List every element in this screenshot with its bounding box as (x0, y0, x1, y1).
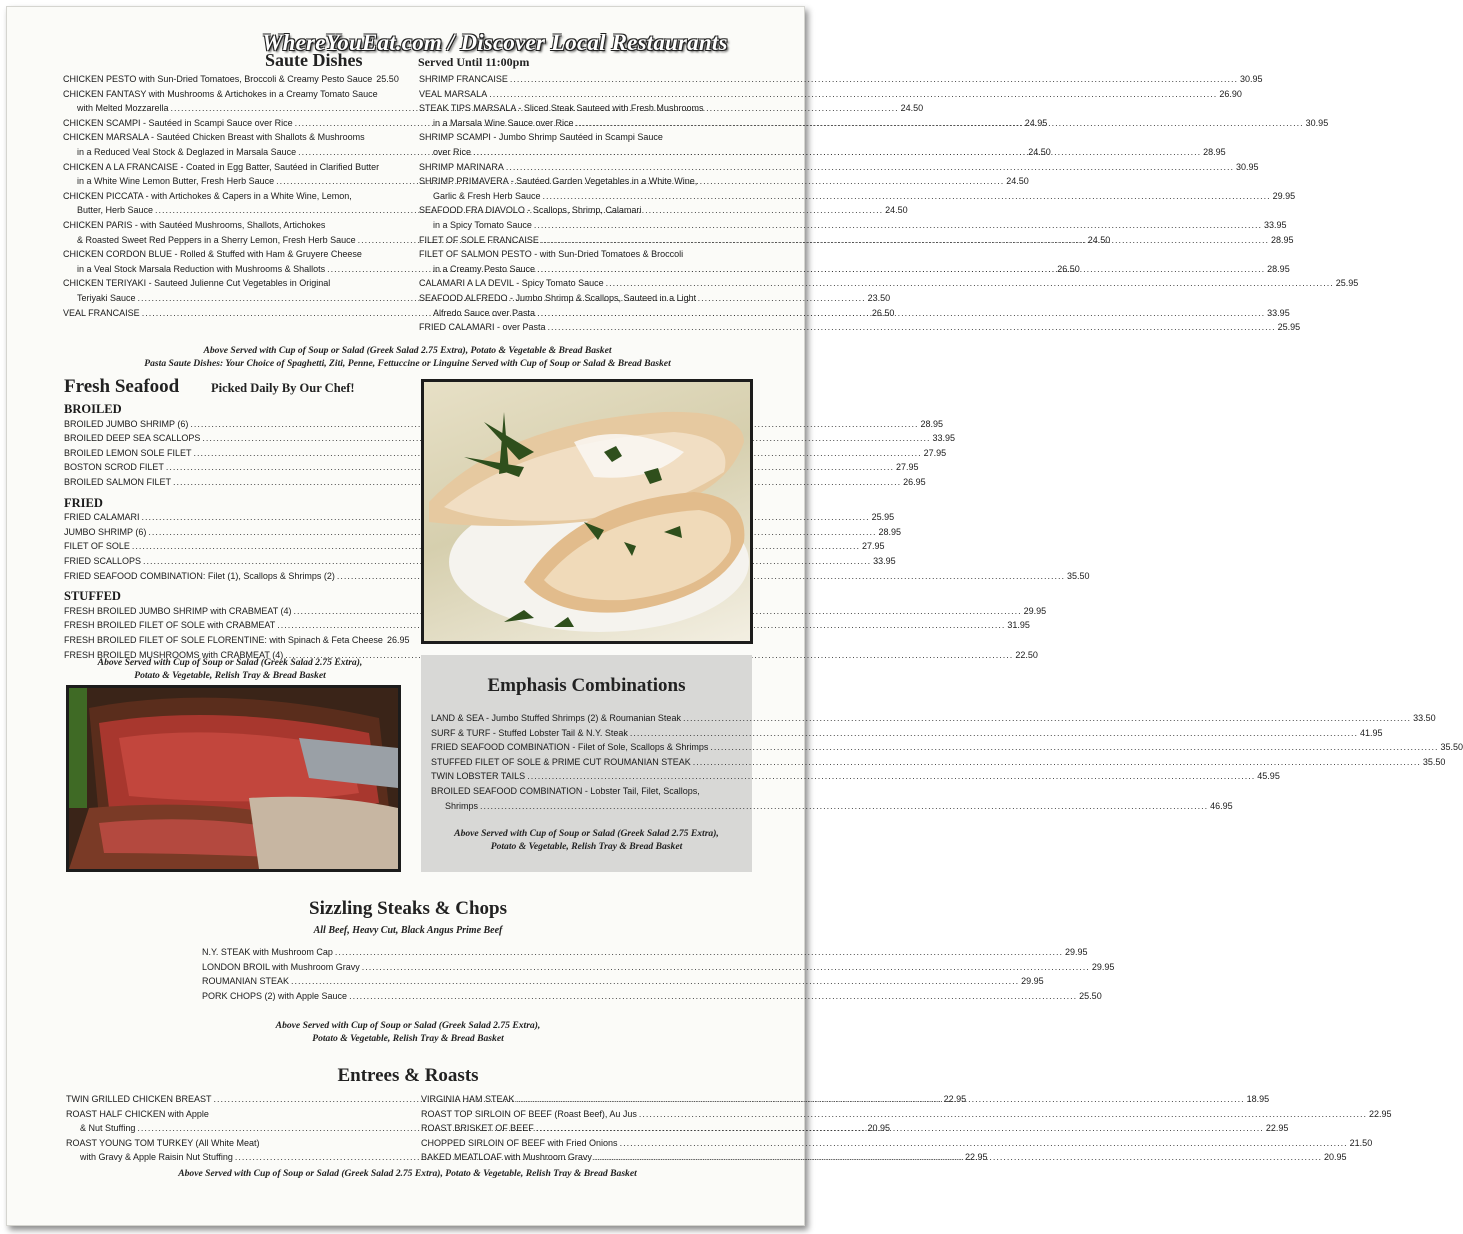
dot-leader (480, 799, 1208, 814)
menu-item (202, 960, 1115, 975)
menu-item (64, 569, 1090, 584)
menu-item (64, 604, 1047, 619)
menu-item (431, 740, 1463, 755)
beef-photo (66, 685, 401, 872)
menu-item-name: JUMBO SHRIMP (6) (64, 526, 147, 537)
dot-leader (576, 116, 1304, 131)
menu-item-name: SHRIMP FRANCAISE (419, 74, 508, 84)
dot-leader (541, 233, 1269, 248)
menu-item-detail: & Roasted Sweet Red Peppers in a Sherry Lemon, Fresh Herb Sauce (77, 234, 356, 245)
menu-item (64, 525, 901, 540)
menu-item-name: ROAST BRISKET OF BEEF (421, 1123, 534, 1134)
menu-item-name: CHICKEN FANTASY with Mushrooms & Artichokes in a Creamy Tomato Sauce (63, 88, 378, 99)
saute-note: Above Served with Cup of Soup or Salad (Greek Salad 2.75 Extra), Potato & Vegetable & Bread Basket (203, 345, 612, 356)
menu-item-name: CHICKEN MARSALA - Sautéed Chicken Breast with Shallots & Mushrooms (63, 132, 365, 143)
menu-item-name: SEAFOOD ALFREDO - Jumbo Shrimp & Scallops, Sauteed in a Light (419, 292, 697, 303)
menu-item (202, 974, 1044, 989)
combinations-list (431, 711, 1463, 813)
menu-item (63, 72, 398, 87)
menu-item-detail: Alfredo Sauce over Pasta (433, 307, 536, 318)
menu-item-price: 41.95 (1360, 727, 1383, 738)
menu-item-name: LONDON BROIL with Mushroom Gravy (202, 961, 360, 972)
menu-item-price: 26.95 (903, 476, 926, 487)
menu-item (64, 475, 926, 490)
menu-item (64, 417, 943, 432)
menu-item-price: 30.95 (1239, 74, 1263, 84)
menu-item (431, 769, 1280, 784)
menu-item-price: 28.95 (1203, 146, 1226, 157)
stuffed-list (64, 604, 1047, 662)
dot-leader (639, 1107, 1367, 1122)
menu-item-price: 30.95 (1235, 161, 1259, 172)
dot-leader (606, 276, 1334, 291)
entrees-note: Above Served with Cup of Soup or Salad (Greek Salad 2.75 Extra), Potato & Vegetable, Relish Tray & Bread Basket (178, 1168, 637, 1179)
menu-item-name: SURF & TURF - Stuffed Lobster Tail & N.Y. Steak (431, 727, 628, 738)
menu-item-detail: in a Creamy Pesto Sauce (433, 263, 536, 274)
menu-item-name: BROILED JUMBO SHRIMP (6) (64, 418, 189, 429)
menu-item-name: FRIED SEAFOOD COMBINATION - Filet of Sole, Scallops & Shrimps (431, 742, 709, 753)
menu-item-price: 21.50 (1349, 1137, 1373, 1148)
menu-item-name: LAND & SEA - Jumbo Stuffed Shrimps (2) & Roumanian Steak (431, 713, 681, 723)
menu-item-price: 29.95 (1021, 976, 1044, 987)
dot-leader (537, 262, 1265, 277)
menu-item-name: BAKED MEATLOAF with Mushroom Gravy (421, 1152, 592, 1163)
menu-item-name: BOSTON SCROD FILET (64, 462, 164, 473)
menu-item-name: ROAST YOUNG TOM TURKEY (All White Meat) (66, 1137, 260, 1148)
menu-item-name: VEAL MARSALA (419, 88, 488, 99)
menu-item-price: 30.95 (1305, 117, 1329, 128)
menu-item-name: CHICKEN SCAMPI - Sautéed in Scampi Sauce over Rice (63, 117, 293, 128)
menu-item-price: 33.95 (873, 555, 896, 566)
menu-item-price: 22.95 (1369, 1108, 1392, 1119)
menu-item-price: 27.95 (861, 541, 885, 552)
menu-item (202, 989, 1102, 1004)
seafood-subtitle: Picked Daily By Our Chef! (211, 381, 355, 395)
menu-item-name: CHICKEN PESTO with Sun-Dried Tomatoes, Broccoli & Creamy Pesto Sauce (63, 74, 373, 84)
menu-item-price: 24.50 (900, 103, 924, 114)
fish-photo (421, 379, 753, 644)
menu-item-detail: Butter, Herb Sauce (77, 205, 154, 216)
menu-item (419, 276, 1359, 291)
menu-item-detail: & Nut Stuffing (80, 1123, 136, 1134)
menu-item-price: 26.50 (1057, 263, 1080, 274)
menu-item-price: 35.50 (1440, 742, 1463, 753)
menu-item-name: ROAST TOP SIRLOIN OF BEEF (Roast Beef), Au Jus (421, 1108, 637, 1119)
menu-item-price: 27.95 (923, 447, 947, 458)
seafood-title: Fresh Seafood (64, 376, 180, 397)
menu-item-name: CHICKEN PARIS - with Sautéed Mushrooms, Shallots, Artichokes (63, 219, 326, 230)
menu-item (421, 1136, 1373, 1151)
dot-leader (349, 989, 1077, 1004)
menu-item-name: ROUMANIAN STEAK (202, 976, 290, 987)
combinations-note-1: Above Served with Cup of Soup or Salad (Greek Salad 2.75 Extra), (454, 828, 719, 839)
menu-item-name: BROILED SEAFOOD COMBINATION - Lobster Tail, Filet, Scallops, (431, 785, 700, 796)
menu-item-price: 31.95 (1007, 620, 1030, 631)
fish-image (424, 382, 750, 641)
menu-item-price: 18.95 (1246, 1094, 1270, 1104)
menu-item-name: CHICKEN TERIYAKI - Sauteed Julienne Cut Vegetables in Original (63, 278, 331, 289)
dot-leader (473, 145, 1201, 160)
menu-item-price: 25.50 (376, 74, 399, 84)
menu-item (64, 554, 896, 569)
menu-item-name: FILET OF SOLE FRANCAISE (419, 234, 539, 245)
menu-item (64, 633, 410, 648)
menu-item-price: 28.95 (1267, 263, 1290, 274)
menu-item (431, 726, 1383, 741)
menu-item-price: 29.95 (1272, 190, 1296, 201)
menu-item (64, 431, 956, 446)
menu-item-name: STEAK TIPS MARSALA - Sliced Steak Sauteed with Fresh Mushrooms (419, 103, 704, 114)
menu-item-name: CHICKEN A LA FRANCAISE - Coated in Egg Batter, Sautéed in Clarified Butter (63, 161, 380, 172)
menu-item-price: 33.95 (1264, 219, 1287, 230)
menu-item-price: 25.95 (871, 512, 895, 523)
seafood-note-1: Above Served with Cup of Soup or Salad (Greek Salad 2.75 Extra), (97, 657, 363, 668)
menu-item-name: SHRIMP SCAMPI - Jumbo Shrimp Sautéed in Scampi Sauce (419, 132, 663, 143)
saute-title: Saute Dishes (265, 50, 363, 70)
menu-item-price: 29.95 (1065, 947, 1088, 957)
pasta-note: Pasta Saute Dishes: Your Choice of Spaghetti, Ziti, Penne, Fettuccine or Linguine Served with Cup of Soup or Salad & Bread Basket (144, 358, 671, 369)
dot-leader (510, 72, 1238, 87)
menu-item-price: 26.50 (871, 307, 895, 318)
fried-heading: FRIED (64, 495, 103, 510)
menu-item-price: 33.95 (1267, 307, 1290, 318)
menu-item-price: 33.50 (1413, 713, 1436, 723)
menu-item-name: FRIED CALAMARI - over Pasta (419, 322, 546, 333)
menu-item-name: FRESH BROILED MUSHROOMS with CRABMEAT (4) (64, 649, 284, 660)
dot-leader (517, 1092, 1245, 1107)
stuffed-heading: STUFFED (64, 589, 121, 604)
menu-item-price: 20.95 (1323, 1152, 1347, 1163)
menu-item (419, 87, 1242, 102)
saute-subtitle: Served Until 11:00pm (418, 55, 530, 69)
menu-item-price: 24.95 (1024, 117, 1048, 128)
menu-item-name: TWIN GRILLED CHICKEN BREAST (66, 1094, 212, 1104)
combinations-note-2: Potato & Vegetable, Relish Tray & Bread Basket (490, 841, 683, 852)
menu-item-price: 28.95 (878, 526, 901, 537)
menu-item-name: FRESH BROILED FILET OF SOLE with CRABMEAT (64, 620, 276, 631)
menu-item-name: FRIED SCALLOPS (64, 555, 142, 566)
dot-leader (527, 769, 1255, 784)
menu-item-detail: Shrimps (445, 800, 479, 811)
dot-leader (594, 1150, 1322, 1165)
steaks-note-2: Potato & Vegetable, Relish Tray & Bread Basket (312, 1033, 504, 1044)
menu-item-price: 25.95 (1277, 322, 1301, 333)
dot-leader (693, 755, 1421, 770)
menu-item-name: ROAST HALF CHICKEN with Apple (66, 1108, 209, 1119)
dot-leader (489, 87, 1217, 102)
menu-item (419, 72, 1263, 87)
menu-item-detail: over Rice (433, 146, 472, 157)
menu-item-name: TWIN LOBSTER TAILS (431, 771, 526, 782)
menu-item (431, 711, 1436, 726)
menu-item-price: 28.95 (1270, 234, 1294, 245)
menu-item-detail: in a Reduced Veal Stock & Deglazed in Marsala Sauce (77, 146, 297, 157)
menu-item-price: 45.95 (1257, 771, 1280, 782)
menu-item-name: N.Y. STEAK with Mushroom Cap (202, 947, 333, 957)
dot-leader (534, 218, 1262, 233)
menu-item-name: BROILED LEMON SOLE FILET (64, 447, 192, 458)
menu-item-price: 24.50 (885, 205, 908, 216)
dot-leader (548, 320, 1276, 335)
menu-item-name: CHICKEN CORDON BLUE - Rolled & Stuffed with Ham & Gruyere Cheese (63, 249, 362, 260)
menu-item-name: STUFFED FILET OF SOLE & PRIME CUT ROUMANIAN STEAK (431, 756, 691, 767)
menu-item-price: 23.50 (867, 292, 891, 303)
menu-item-name: CHICKEN PICCATA - with Artichokes & Capers in a White Wine, Lemon, (63, 190, 352, 201)
menu-item-name: PORK CHOPS (2) with Apple Sauce (202, 990, 348, 1001)
menu-item-price: 33.95 (932, 433, 956, 444)
dot-leader (543, 189, 1271, 204)
broiled-heading: BROILED (64, 402, 122, 416)
menu-item-price: 28.95 (920, 418, 943, 429)
menu-item (64, 618, 1030, 633)
menu-item-price: 24.50 (1087, 234, 1111, 245)
dot-leader (536, 1121, 1264, 1136)
menu-item-name: FRIED CALAMARI (64, 512, 140, 523)
menu-item-price: 20.95 (867, 1123, 891, 1134)
broiled-list (64, 417, 956, 490)
menu-item-name: CHOPPED SIRLOIN OF BEEF with Fried Onions (421, 1137, 618, 1148)
menu-item-name: VIRGINIA HAM STEAK (421, 1094, 515, 1104)
dot-leader (362, 960, 1090, 975)
seafood-note-2: Potato & Vegetable, Relish Tray & Bread Basket (134, 670, 326, 681)
menu-item-price: 29.95 (1023, 605, 1047, 616)
entrees-title: Entrees & Roasts (337, 1065, 479, 1086)
dot-leader (506, 160, 1234, 175)
menu-item-name: FRESH BROILED FILET OF SOLE FLORENTINE: with Spinach & Feta Cheese (64, 634, 383, 645)
menu-item-price: 25.95 (1335, 278, 1359, 289)
menu-item-name: VEAL FRANCAISE (63, 307, 140, 318)
menu-item-name: FRESH BROILED JUMBO SHRIMP with CRABMEAT (4) (64, 605, 292, 616)
steaks-subtitle: All Beef, Heavy Cut, Black Angus Prime Beef (313, 925, 503, 936)
dot-leader (335, 945, 1063, 960)
dot-leader (620, 1136, 1348, 1151)
menu-item-name: SHRIMP PRIMAVERA - Sautéed Garden Vegetables in a White Wine, (419, 176, 698, 187)
menu-item (431, 784, 1233, 813)
menu-item (431, 755, 1446, 770)
menu-item-price: 35.50 (1422, 756, 1446, 767)
menu-item-price: 24.50 (1028, 146, 1051, 157)
menu-item (419, 320, 1301, 335)
combinations-title: Emphasis Combinations (487, 675, 686, 696)
menu-item (64, 460, 919, 475)
menu-item-name: BROILED DEEP SEA SCALLOPS (64, 433, 201, 444)
menu-item-price: 26.95 (386, 634, 410, 645)
menu-item-detail: with Gravy & Apple Raisin Nut Stuffing (80, 1152, 233, 1163)
menu-item-price: 46.95 (1210, 800, 1233, 811)
menu-item-price: 24.50 (1006, 176, 1029, 187)
combinations-panel (421, 655, 1463, 872)
menu-item-price: 26.90 (1219, 88, 1242, 99)
menu-item-detail: Garlic & Fresh Herb Sauce (433, 190, 541, 201)
menu-item (64, 539, 885, 554)
menu-item-name: FRIED SEAFOOD COMBINATION: Filet (1), Scallops & Shrimps (2) (64, 570, 335, 581)
menu-item-name: SEAFOOD FRA DIAVOLO - Scallops, Shrimp, Calamari (419, 205, 642, 216)
steaks-note-1: Above Served with Cup of Soup or Salad (Greek Salad 2.75 Extra), (275, 1020, 541, 1031)
menu-item-name: BROILED SALMON FILET (64, 476, 172, 487)
menu-item (202, 945, 1088, 960)
menu-item (64, 446, 947, 461)
menu-item-price: 22.50 (1015, 649, 1038, 660)
dot-leader (537, 306, 1265, 321)
menu-item-price: 22.95 (943, 1094, 967, 1104)
menu-item-name: CALAMARI A LA DEVIL - Spicy Tomato Sauce (419, 278, 604, 289)
menu-item-detail: in a White Wine Lemon Butter, Fresh Herb Sauce (77, 176, 275, 187)
menu-item-detail: with Melted Mozzarella (77, 103, 169, 114)
dot-leader (630, 726, 1358, 741)
beef-image (69, 688, 398, 869)
menu-item (421, 1107, 1392, 1122)
menu-item-detail: in a Marsala Wine Sauce over Rice (433, 117, 574, 128)
menu-item-detail: in a Spicy Tomato Sauce (433, 219, 532, 230)
menu-item-name: FILET OF SALMON PESTO - with Sun-Dried Tomatoes & Broccoli (419, 249, 684, 260)
menu-item (419, 160, 1259, 175)
dot-leader (291, 974, 1019, 989)
menu-item-name: FILET OF SOLE (64, 541, 130, 552)
menu-item-price: 22.95 (965, 1152, 988, 1163)
entrees-right-list (421, 1092, 1392, 1165)
menu-item-price: 35.50 (1066, 570, 1090, 581)
dot-leader (710, 740, 1438, 755)
site-watermark: WhereYouEat.com / Discover Local Restaurants (262, 30, 728, 55)
steaks-title: Sizzling Steaks & Chops (309, 898, 507, 919)
menu-item-price: 27.95 (895, 462, 919, 473)
menu-item (64, 510, 895, 525)
steaks-list (202, 945, 1115, 1003)
menu-item-name: SHRIMP MARINARA (419, 161, 504, 172)
dot-leader (683, 711, 1411, 726)
menu-item-detail: in a Veal Stock Marsala Reduction with Mushrooms & Shallots (77, 263, 326, 274)
menu-item-price: 25.50 (1079, 990, 1102, 1001)
menu-item-price: 22.95 (1265, 1123, 1289, 1134)
seafood-list (64, 400, 1090, 662)
menu-item-detail: Teriyaki Sauce (77, 292, 136, 303)
fried-list (64, 510, 1090, 583)
menu-item-price: 29.95 (1091, 961, 1115, 972)
